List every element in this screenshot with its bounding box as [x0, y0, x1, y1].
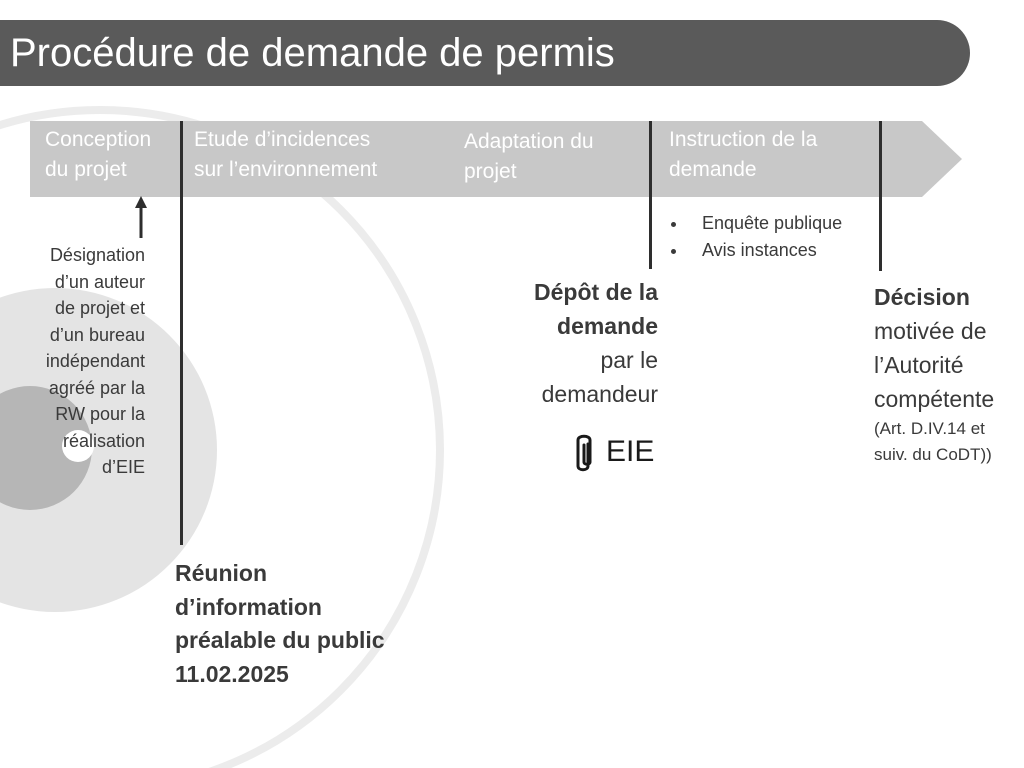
designation-line: RW pour la: [55, 404, 145, 424]
depot-line: demandeur: [541, 381, 658, 407]
designation-line: réalisation: [62, 430, 145, 451]
designation-line: Désignation: [49, 245, 145, 265]
designation-line: agréé par la: [48, 377, 145, 398]
phase-adaptation-line1: Adaptation du: [464, 130, 594, 153]
milestone-line-depot: [649, 121, 652, 269]
instruction-list: [668, 210, 842, 264]
list-item: Enquête publique: [668, 210, 842, 237]
decision-line: compétente: [874, 386, 995, 412]
depot-line: par le: [600, 347, 658, 373]
phase-etude-line2: sur l’environnement: [194, 158, 378, 181]
phase-adaptation-line2: projet: [464, 160, 517, 183]
phase-instruction-line1: Instruction de la: [669, 128, 818, 151]
phase-instruction-line2: demande: [669, 158, 757, 181]
depot-title-line2: demande: [557, 313, 658, 339]
eie-label: EIE: [606, 435, 655, 468]
reunion-line: préalable du public: [175, 627, 385, 653]
designation-pointer-head: [135, 196, 147, 208]
phase-etude-incidences: [194, 125, 377, 185]
designation-line: d’un bureau: [49, 324, 145, 345]
designation-line: d’EIE: [101, 457, 145, 477]
depot-milestone: [440, 275, 658, 411]
phase-conception-line2: du projet: [45, 158, 127, 181]
decision-reference: suiv. du CoDT)): [874, 445, 992, 464]
designation-note: [10, 242, 145, 481]
milestone-line-decision: [879, 121, 882, 271]
page-title: Procédure de demande de permis: [10, 31, 615, 75]
title-bar: [0, 20, 970, 86]
decision-reference: (Art. D.IV.14 et: [874, 419, 985, 438]
decision-title: Décision: [874, 284, 970, 310]
reunion-date: 11.02.2025: [175, 660, 289, 687]
designation-line: indépendant: [45, 351, 145, 371]
designation-line: de projet et: [54, 298, 145, 318]
decision-line: motivée de: [874, 318, 987, 344]
reunion-line: d’information: [175, 593, 322, 620]
phase-conception: [45, 125, 151, 185]
decision-milestone: [874, 280, 1024, 468]
milestone-line-reunion: [180, 121, 183, 545]
phase-adaptation: [464, 127, 594, 187]
paperclip-icon: [570, 432, 596, 476]
list-item: Avis instances: [668, 237, 842, 264]
phase-etude-line1: Etude d’incidences: [194, 128, 371, 151]
phase-instruction: [669, 125, 817, 185]
decision-line: l’Autorité: [874, 352, 964, 378]
depot-title-line1: Dépôt de la: [534, 279, 658, 305]
designation-line: d’un auteur: [54, 271, 145, 292]
reunion-line: Réunion: [175, 560, 267, 586]
phase-conception-line1: Conception: [45, 128, 152, 151]
reunion-milestone: [175, 557, 385, 691]
